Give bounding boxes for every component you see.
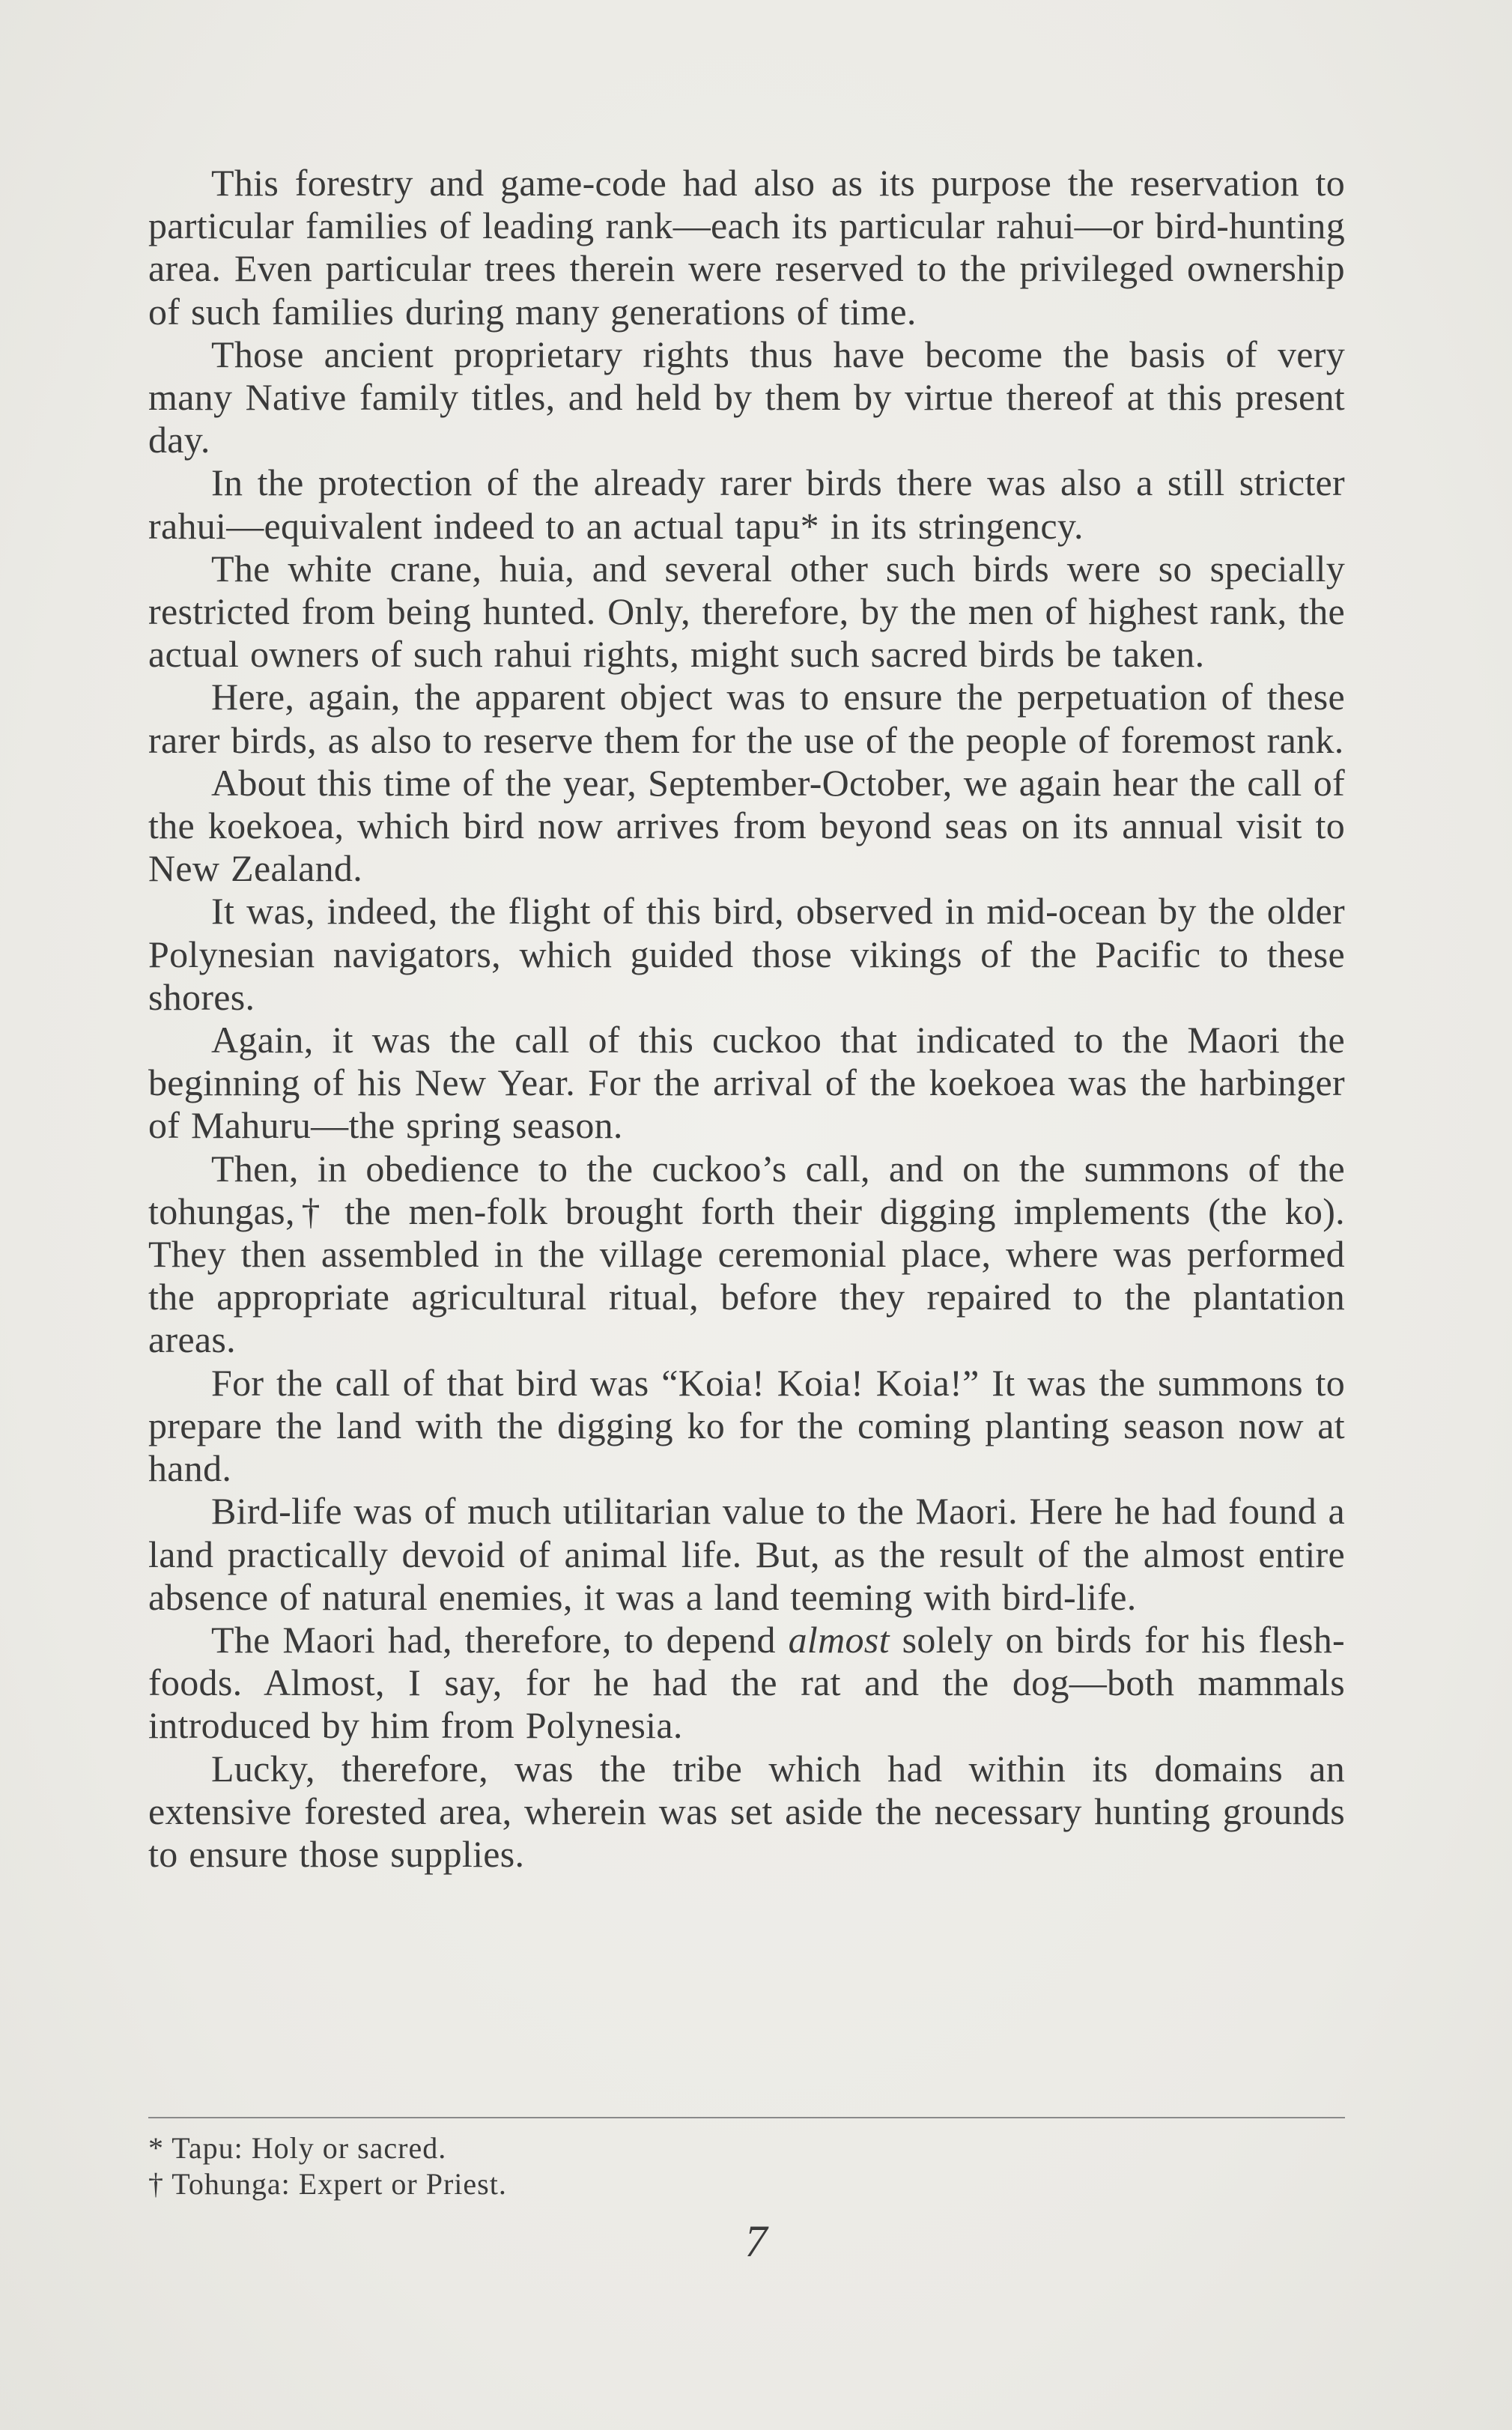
- paragraph-3: In the protection of the already rarer birds there was also a still stricter rahui—equivalent indeed to an actual tapu* in its stringency.: [148, 461, 1345, 547]
- paragraph-2: Those ancient proprietary rights thus have become the basis of very many Native family titles, and held by them by virtue thereof at this present day.: [148, 333, 1345, 461]
- paragraph-13: Lucky, therefore, was the tribe which had within its domains an extensive forested area, wherein was set aside the necessary hunting grounds to ensure those supplies.: [148, 1747, 1345, 1875]
- body-text: [148, 162, 1345, 1876]
- paragraph-9: Then, in obedience to the cuckoo’s call, and on the summons of the tohungas,† the men-folk brought forth their digging implements (the ko). They then assembled in the village ceremonial place, where was performed the appropriate agricultural ritual, before they repaired to the plantation areas.: [148, 1147, 1345, 1361]
- footnote-divider: [148, 2117, 1345, 2118]
- paragraph-12: [148, 1619, 1345, 1748]
- paragraph-1: This forestry and game-code had also as its purpose the reservation to particular families of leading rank—each its particular rahui—or bird-hunting area. Even particular trees therein were reserved to the privileged ownership of such families during many generations of time.: [148, 162, 1345, 333]
- paragraph-5: Here, again, the apparent object was to ensure the perpetuation of these rarer birds, as also to reserve them for the use of the people of foremost rank.: [148, 676, 1345, 761]
- paragraph-11: Bird-life was of much utilitarian value to the Maori. Here he had found a land practically devoid of animal life. But, as the result of the almost entire absence of natural enemies, it was a land teeming with bird-life.: [148, 1490, 1345, 1618]
- footnote-tapu: * Tapu: Holy or sacred.: [148, 2131, 447, 2165]
- paragraph-6: About this time of the year, September-October, we again hear the call of the koekoea, which bird now arrives from beyond seas on its annual visit to New Zealand.: [148, 761, 1345, 890]
- paragraph-10: For the call of that bird was “Koia! Koia! Koia!” It was the summons to prepare the land with the digging ko for the coming planting season now at hand.: [148, 1361, 1345, 1490]
- footnotes: [148, 2130, 897, 2202]
- paragraph-8: Again, it was the call of this cuckoo that indicated to the Maori the beginning of his New Year. For the arrival of the koekoea was the harbinger of Mahuru—the spring season.: [148, 1019, 1345, 1147]
- page-number: 7: [744, 2217, 768, 2266]
- paragraph-12-start: The Maori had, therefore, to depend: [211, 1618, 789, 1661]
- paragraph-4: The white crane, huia, and several other such birds were so specially restricted from being hunted. Only, therefore, by the men of highest rank, the actual owners of such rahui rights, might such sacred birds be taken.: [148, 547, 1345, 676]
- paragraph-12-end: solely on birds for his flesh-foods. Almost, I say, for he had the rat and the dog—both mammals introduced by him from Polynesia.: [148, 1618, 1345, 1747]
- emphasis-almost: almost: [788, 1618, 890, 1661]
- paragraph-7: It was, indeed, the flight of this bird, observed in mid-ocean by the older Polynesian navigators, which guided those vikings of the Pacific to these shores.: [148, 890, 1345, 1018]
- footnote-tohunga: † Tohunga: Expert or Priest.: [148, 2167, 507, 2201]
